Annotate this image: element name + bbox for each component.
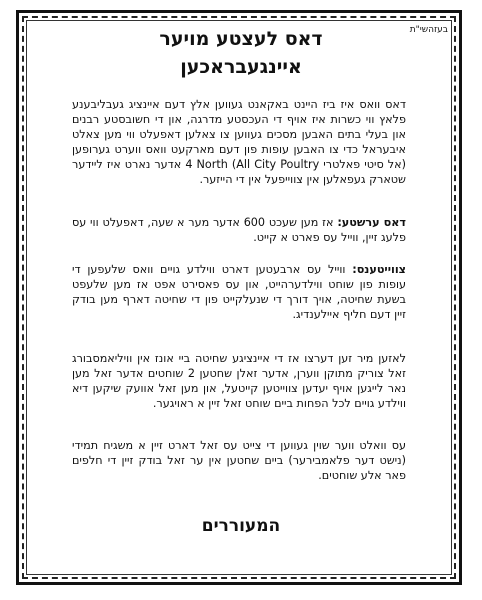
second-point-text: ווייל עס ארבעטען דארט ווילדע גויים וואס שלעפען די עופות פון שוחט ווילדערהייט, און עס פאסירט אפט אז מען שלעפט בשעת שחיטה, אויך דורך די שנעלקייט פון די שחיטה דארף מען בודק זיין דעם חליף איילענדיג. — [72, 263, 406, 322]
second-point-label: צווייטענס: — [352, 263, 406, 276]
first-point-text: אז מען שעכט 600 אדער מער א שעה, דאפעלט ווי עס פלעג זיין, ווייל עס פארט א קייט. — [72, 216, 406, 245]
paragraph-first-point — [72, 215, 406, 245]
paragraph-mashgiach: עס וואלט ווער שוין געווען די צייט עס זאל דארט זיין א משגיח תמידי (נישט דער פלאמבירער) ביים שחטען אין ער זאל בודק זיין די חלפים פאר אלע שוחטים. — [72, 439, 406, 483]
signature: המעוררים — [201, 516, 281, 536]
paragraph-second-point — [72, 262, 406, 322]
title-line-1: דאס לעצטע מויער — [159, 28, 323, 50]
bsd-header: בעזהשי"ת — [409, 25, 448, 35]
paragraph-request: לאזען מיר זען דערצו אז די איינציגע שחיטה ביי אונז אין וויליאמסבורג זאל צוריק מתוקן ווערן, אדער זאלן שחטען 2 שוחטים אדער זאל מען נאר לייגען אויף יעדען צווייטען קייטעל, און מען זאל אוועק שיקען דיא ווילדע גויים לכל הפחות ביים שוחט זאל זיין א ראויגער. — [72, 352, 407, 411]
paragraph-intro: דאס וואס איז ביז היינט באקאנט געווען אלץ דעם איינציג געבליבענע פלאץ ווי כשרות איז אויף די העכסטע מדרגה, און די חשובסטע רבנים און בעלי בתים האבען מסכים געווען צו צאלען דאפעלט ווי מען צאלט איבעראל כדי צו האבען עופות פון דעם מארקעט וואס ווערט גערופען (אל סיטי פאלטרי All City Poultry) 4 North אדער נארט איז ליידער שטארק געפאלען אין צווייפעל אין די הייזער. — [72, 98, 407, 187]
title-line-2: איינגעבראכען — [180, 56, 302, 78]
first-point-label: דאס ערשטע: — [337, 216, 406, 229]
